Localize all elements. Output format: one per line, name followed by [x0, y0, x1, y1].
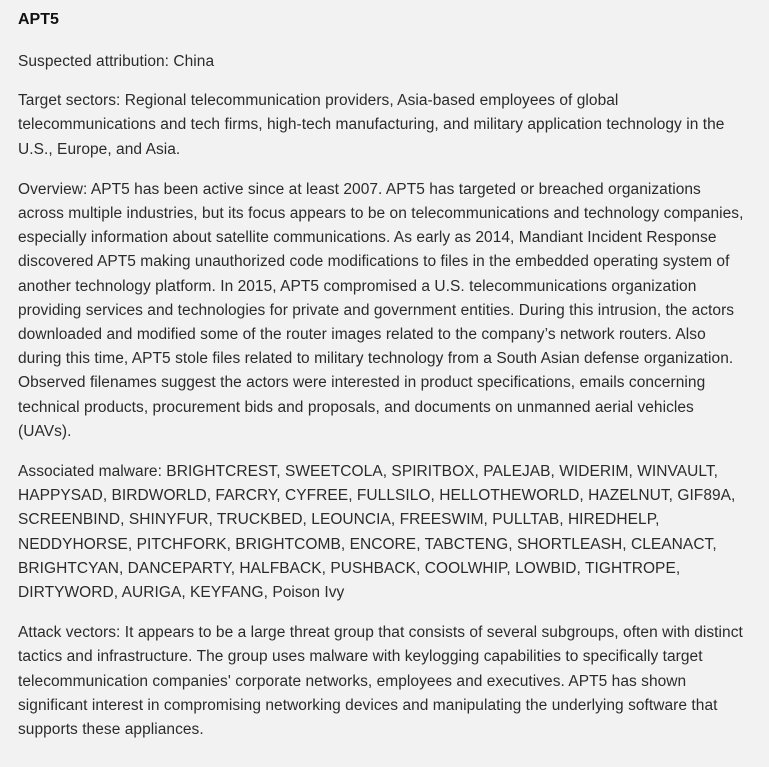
- group-title: APT5: [18, 11, 59, 28]
- associated-malware-text: Associated malware: BRIGHTCREST, SWEETCOLA, SPIRITBOX, PALEJAB, WIDERIM, WINVAULT, HAPPYSAD, BIRDWORLD, FARCRY, CYFREE, FULLSILO, HELLOTHEWORLD, HAZELNUT, GIF89A, SCREENBIND, SHINYFUR, TRUCKBED, LEOUNCIA, FREESWIM, PULLTAB, HIREDHELP, NEDDYHORSE, PITCHFORK, BRIGHTCOMB, ENCORE, TABCTENG, SHORTLEASH, CLEANACT, BRIGHTCYAN, DANCEPARTY, HALFBACK, PUSHBACK, COOLWHIP, LOWBID, TIGHTROPE, DIRTYWORD, AURIGA, KEYFANG, Poison Ivy: [18, 463, 736, 602]
- attribution-text: Suspected attribution: China: [18, 53, 215, 70]
- overview-text: Overview: APT5 has been active since at least 2007. APT5 has targeted or breached organizations across multiple industries, but its focus appears to be on telecommunications and technology companies, especially information about satellite communications. As early as 2014, Mandiant Incident Response discovered APT5 making unauthorized code modifications to files in the embedded operating system of another technology platform. In 2015, APT5 compromised a U.S. telecommunications organization providing services and technologies for private and government entities. During this intrusion, the actors downloaded and modified some of the router images related to the company’s network routers. Also during this time, APT5 stole files related to military technology from a South Asian defense organization. Observed filenames suggest the actors were interested in product specifications, emails concerning technical products, procurement bids and proposals, and documents on unmanned aerial vehicles (UAVs).: [18, 180, 744, 440]
- target-sectors-text: Target sectors: Regional telecommunication providers, Asia-based employees of global telecommunications and tech firms, high-tech manufacturing, and military application technology in the U.S., Europe, and Asia.: [18, 92, 725, 158]
- attack-vectors-text: Attack vectors: It appears to be a large threat group that consists of several subgroups, often with distinct tactics and infrastructure. The group uses malware with keylogging capabilities to specifically target telecommunication companies' corporate networks, employees and executives. APT5 has shown significant interest in compromising networking devices and manipulating the underlying software that supports these appliances.: [18, 624, 743, 739]
